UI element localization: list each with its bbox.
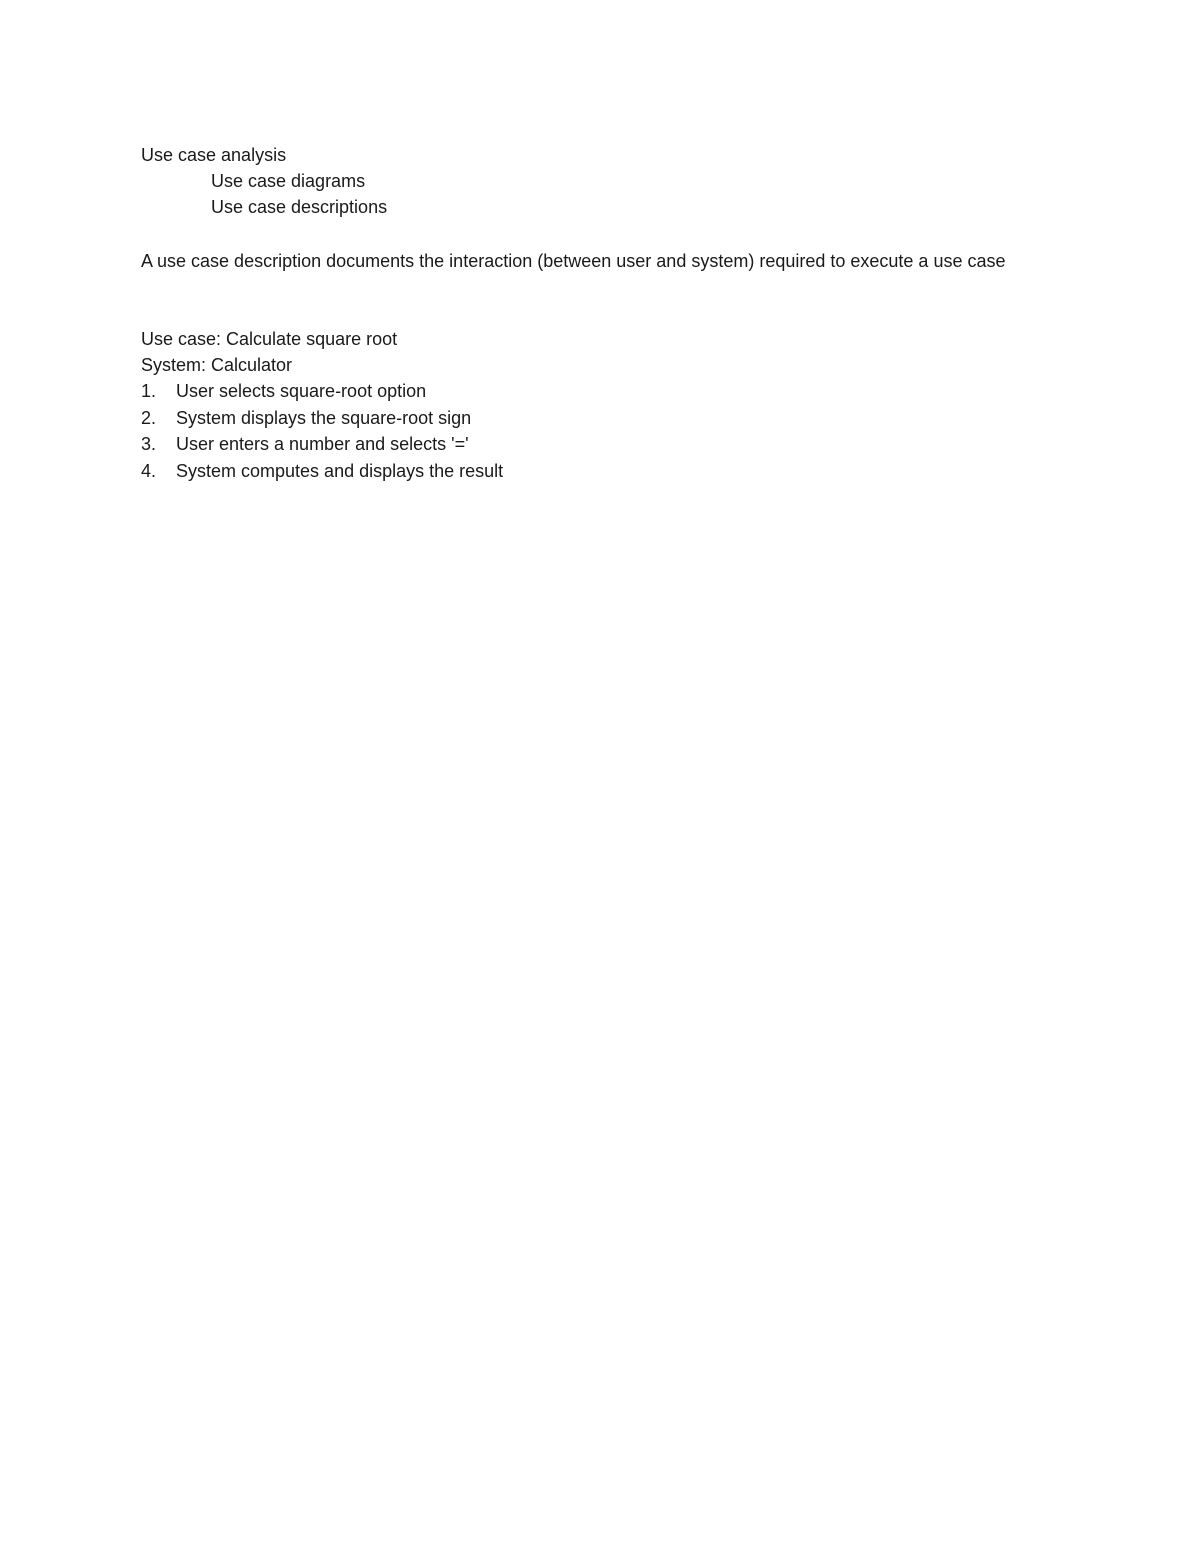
spacer <box>141 274 1061 326</box>
steps-list <box>141 378 1061 484</box>
system-line: System: Calculator <box>141 355 293 375</box>
section-heading: Use case analysis <box>141 145 287 165</box>
document-body <box>141 142 1061 484</box>
list-item <box>141 405 1061 432</box>
sub-item-diagrams: Use case diagrams <box>211 171 366 191</box>
step-number: 2. <box>141 407 157 428</box>
spacer <box>141 220 1061 248</box>
step-number: 4. <box>141 460 157 481</box>
list-item <box>141 378 1061 405</box>
step-text: System displays the square-root sign <box>176 407 472 428</box>
definition-paragraph: A use case description documents the interaction (between user and system) required to execute a use case <box>141 251 1006 271</box>
use-case-line: Use case: Calculate square root <box>141 329 398 349</box>
step-text: System computes and displays the result <box>176 460 504 481</box>
list-item <box>141 458 1061 485</box>
step-text: User enters a number and selects '=' <box>176 434 469 454</box>
step-number: 1. <box>141 381 157 401</box>
step-number: 3. <box>141 434 157 454</box>
step-text: User selects square-root option <box>176 381 427 401</box>
sub-item-descriptions: Use case descriptions <box>211 197 388 217</box>
list-item <box>141 431 1061 458</box>
